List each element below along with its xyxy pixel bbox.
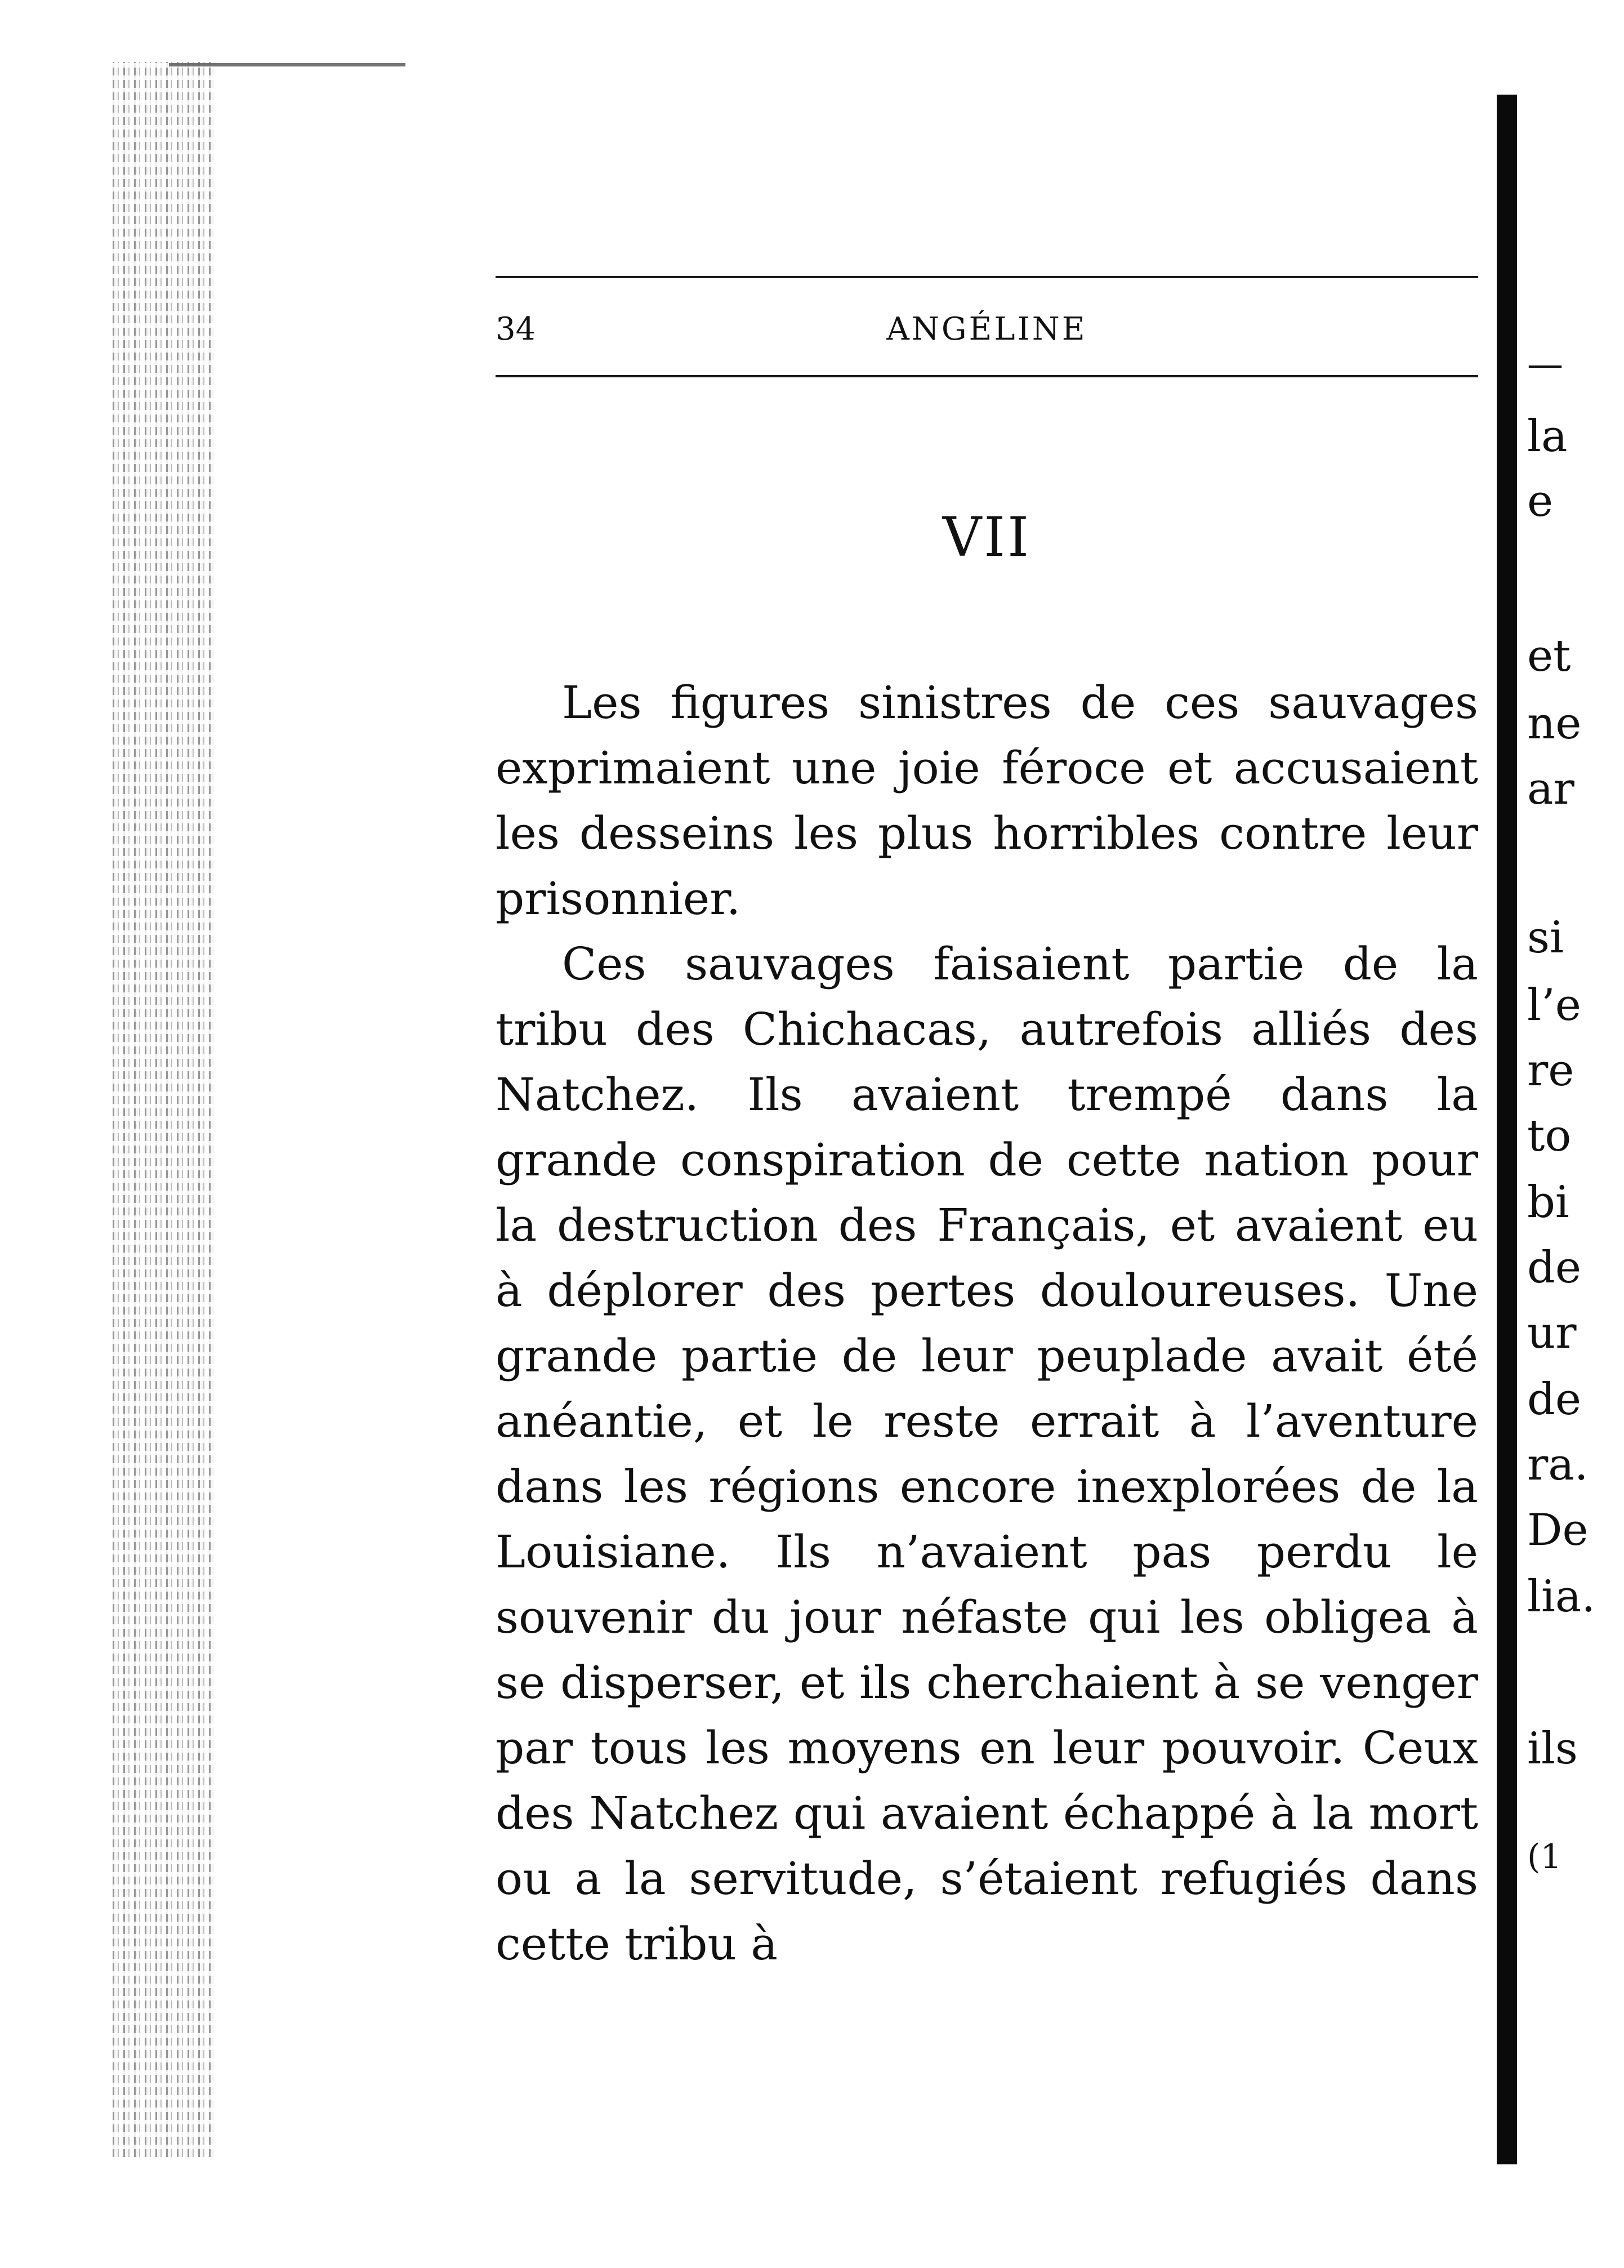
adjacent-fragment: ne: [1527, 698, 1582, 749]
adjacent-fragment: to: [1527, 1111, 1572, 1161]
bottom-rule: [496, 375, 1478, 377]
page-number: 34: [496, 311, 536, 347]
adjacent-fragment: de: [1527, 1374, 1582, 1425]
adjacent-fragment: si: [1527, 912, 1564, 963]
chapter-heading: VII: [942, 506, 1032, 569]
adjacent-fragment: bi: [1527, 1177, 1569, 1228]
book-page: [496, 276, 1478, 1977]
adjacent-fragment: lia.: [1527, 1571, 1596, 1622]
adjacent-fragment: ils: [1527, 1723, 1578, 1774]
adjacent-fragment: et: [1527, 631, 1571, 681]
adjacent-fragment: de: [1527, 1242, 1582, 1293]
scan-smudge: [169, 63, 405, 66]
adjacent-fragment: la: [1527, 411, 1568, 462]
paragraph-2: Ces sauvages faisaient partie de la tribu des Chichacas, autrefois alliés des Natchez. Ils avaient trempé dans la grande conspiration de cette nation pour la destruction des Français, et avaient eu à déplorer des pertes douloureuses. Une grande partie de leur peuplade avait été anéantie, et le reste errait à l’aventure dans les régions encore inexplorées de la Louisiane. Ils n’avaient pas perdu le souvenir du jour néfaste qui les obligea à se disperser, et ils cherchaient à se venger par tous les moyens en leur pouvoir. Ceux des Natchez qui avaient échappé à la mort ou a la servitude, s’étaient refugiés dans cette tribu à: [496, 938, 1478, 1970]
adjacent-fragment: ar: [1527, 764, 1574, 814]
adjacent-fragment: l’e: [1527, 980, 1581, 1031]
adjacent-fragment: De: [1527, 1505, 1589, 1556]
adjacent-fragment: re: [1527, 1045, 1574, 1096]
adjacent-fragment: —: [1527, 344, 1563, 385]
adjacent-page-fragment: [1527, 0, 1624, 2268]
page-gutter-shadow: [1497, 95, 1517, 2164]
scanned-binding-edge: [113, 62, 214, 2157]
adjacent-fragment: e: [1527, 476, 1554, 527]
paragraph-1: Les figures sinistres de ces sauvages exprimaient une joie féroce et accusaient les desseins les plus horribles contre leur prisonnier.: [496, 676, 1478, 925]
running-head: [496, 278, 1478, 375]
running-title: ANGÉLINE: [886, 311, 1087, 347]
adjacent-fragment: ra.: [1527, 1440, 1589, 1490]
body-text: [496, 670, 1478, 1977]
adjacent-fragment: (1: [1527, 1837, 1562, 1877]
adjacent-fragment: ur: [1527, 1308, 1577, 1358]
